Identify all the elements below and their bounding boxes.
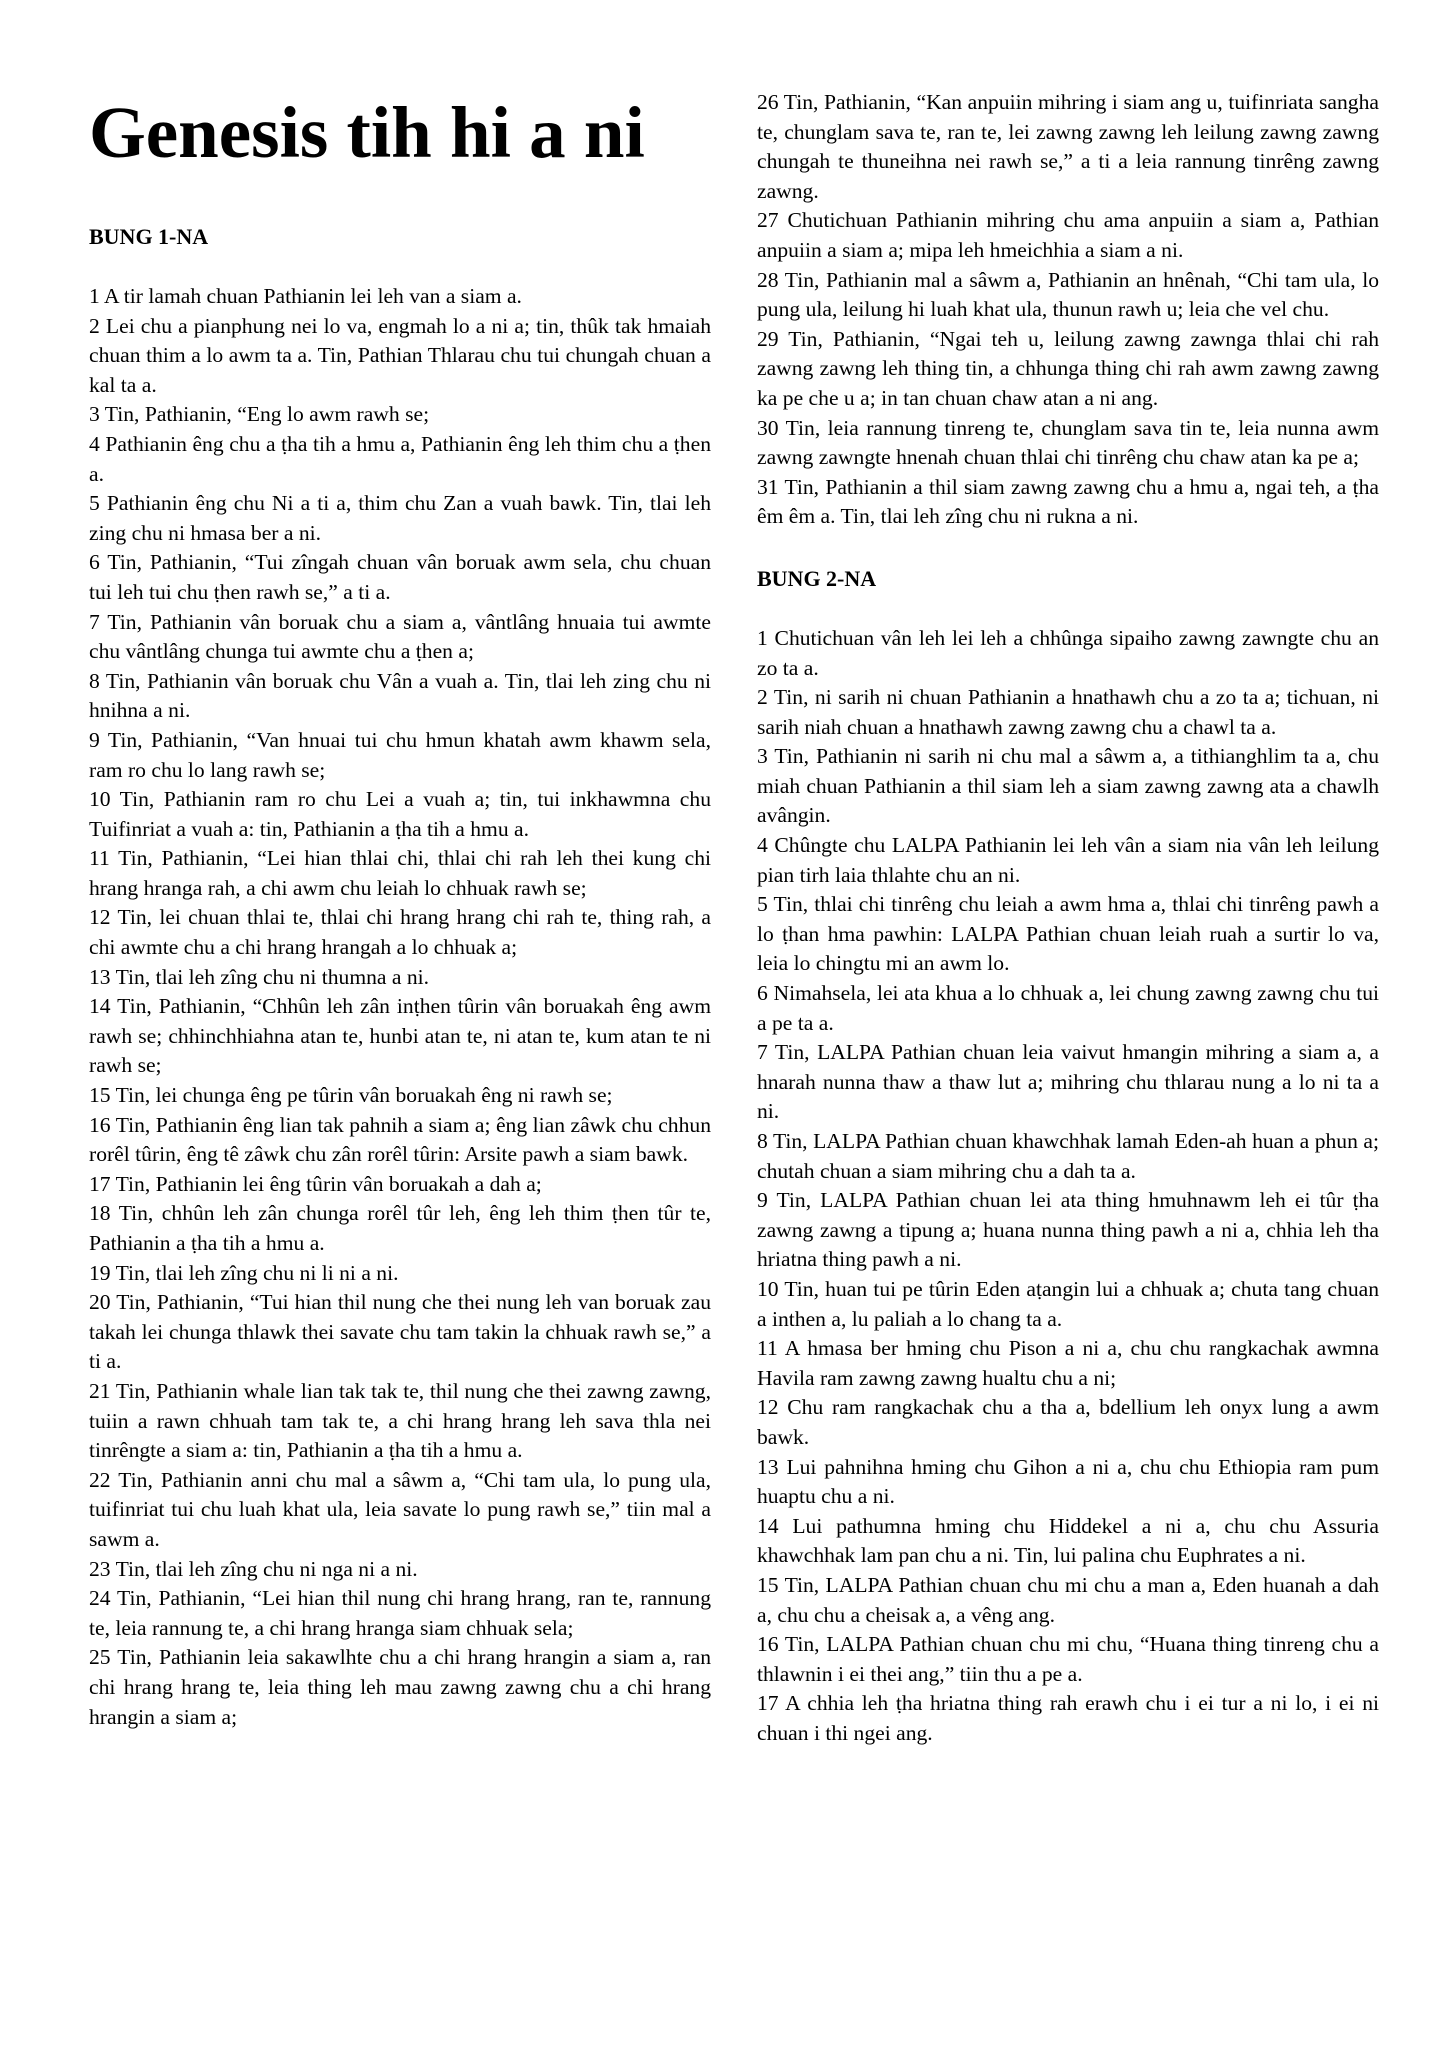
chapter-1-verses-right (757, 88, 1379, 532)
verse: 15 Tin, LALPA Pathian chuan chu mi chu a man a, Eden huanah a dah a, chu chu a cheisak a, a vêng ang. (757, 1572, 1379, 1627)
verse: 17 A chhia leh ṭha hriatna thing rah erawh chu i ei tur a ni lo, i ei ni chuan i thi ngei ang. (757, 1691, 1379, 1745)
verse: 2 Tin, ni sarih ni chuan Pathianin a hnathawh chu a zo ta a; tichuan, ni sarih niah chuan a hnathawh zawng zawng chu a chawl ta a. (757, 685, 1379, 739)
verse: 6 Tin, Pathianin, “Tui zîngah chuan vân boruak awm sela, chu chuan tui leh tui chu ṭhen rawh se,” a ti a. (89, 550, 711, 604)
verse: 22 Tin, Pathianin anni chu mal a sâwm a, “Chi tam ula, lo pung ula, tuifinriat tui chu luah khat ula, leia savate lo pung rawh se,” tiin mal a sawm a. (89, 1467, 711, 1551)
verse: 5 Pathianin êng chu Ni a ti a, thim chu Zan a vuah bawk. Tin, tlai leh zing chu ni hmasa ber a ni. (89, 491, 711, 545)
chapter-heading-1: BUNG 1-NA (89, 224, 209, 249)
verse: 3 Tin, Pathianin ni sarih ni chu mal a sâwm a, a tithianghlim ta a, chu miah chuan Pathianin a thil siam leh a siam zawng zawng ata a chawlh avângin. (757, 744, 1379, 828)
document-title: Genesis tih hi a ni (89, 92, 645, 173)
verse: 4 Chûngte chu LALPA Pathianin lei leh vân a siam nia vân leh leilung pian tirh laia thlahte chu an ni. (757, 833, 1379, 887)
verse: 6 Nimahsela, lei ata khua a lo chhuak a, lei chung zawng zawng chu tui a pe ta a. (757, 981, 1379, 1035)
verse: 4 Pathianin êng chu a ṭha tih a hmu a, Pathianin êng leh thim chu a ṭhen a. (89, 431, 711, 486)
right-column (757, 88, 1379, 1748)
chapter-2-verses (757, 624, 1379, 1749)
verse: 5 Tin, thlai chi tinrêng chu leiah a awm hma a, thlai chi tinrêng pawh a lo ṭhan hma pawhin: LALPA Pathian chuan leiah ruah a surtir lo va, leia lo chingtu mi an awm lo. (757, 892, 1379, 976)
verse: 27 Chutichuan Pathianin mihring chu ama anpuiin a siam a, Pathian anpuiin a siam a; mipa leh hmeichhia a siam a ni. (757, 208, 1379, 262)
verse: 1 A tir lamah chuan Pathianin lei leh van a siam a. (89, 284, 522, 308)
verse: 11 A hmasa ber hming chu Pison a ni a, chu chu rangkachak awmna Havila ram zawng zawng hualtu chu a ni; (757, 1336, 1379, 1390)
verse: 2 Lei chu a pianphung nei lo va, engmah lo a ni a; tin, thûk tak hmaiah chuan thim a lo awm ta a. Tin, Pathian Thlarau chu tui chungah chuan a kal ta a. (89, 313, 711, 397)
verse: 20 Tin, Pathianin, “Tui hian thil nung che thei nung leh van boruak zau takah lei chunga thlawk thei savate chu tam takin la chhuak rawh se,” a ti a. (89, 1290, 711, 1374)
verse: 28 Tin, Pathianin mal a sâwm a, Pathianin an hnênah, “Chi tam ula, lo pung ula, leilung hi luah khat ula, thunun rawh u; leia che vel chu. (757, 267, 1379, 322)
verse: 19 Tin, tlai leh zîng chu ni li ni a ni. (89, 1260, 399, 1285)
verse: 12 Chu ram rangkachak chu a tha a, bdellium leh onyx lung a awm bawk. (757, 1395, 1379, 1449)
verse: 14 Tin, Pathianin, “Chhûn leh zân inṭhen tûrin vân boruakah êng awm rawh se; chhinchhiahna atan te, hunbi atan te, ni atan te, kum atan te ni rawh se; (89, 994, 711, 1078)
verse: 13 Tin, tlai leh zîng chu ni thumna a ni. (89, 964, 430, 989)
verse: 7 Tin, Pathianin vân boruak chu a siam a, vântlâng hnuaia tui awmte chu vântlâng chunga tui awmte chu a ṭhen a; (89, 609, 711, 664)
verse: 10 Tin, huan tui pe tûrin Eden aṭangin lui a chhuak a; chuta tang chuan a inthen a, lu paliah a lo chang ta a. (757, 1276, 1379, 1331)
verse: 15 Tin, lei chunga êng pe tûrin vân boruakah êng ni rawh se; (89, 1083, 613, 1108)
verse: 9 Tin, LALPA Pathian chuan lei ata thing hmuhnawm leh ei tûr ṭha zawng zawng a tipung a; huana nunna thing pawh a ni a, chhia leh tha hriatna thing pawh a ni. (757, 1188, 1379, 1272)
verse: 21 Tin, Pathianin whale lian tak tak te, thil nung che thei zawng zawng, tuiin a rawn chhuah tam tak te, a chi hrang hrang leh sava thla nei tinrêngte a siam a: tin, Pathianin a ṭha tih a hmu a. (89, 1378, 711, 1463)
verse: 11 Tin, Pathianin, “Lei hian thlai chi, thlai chi rah leh thei kung chi hrang hranga rah, a chi awm chu leiah lo chhuak rawh se; (89, 846, 711, 900)
verse: 12 Tin, lei chuan thlai te, thlai chi hrang hrang chi rah te, thing rah, a chi awmte chu a chi hrang hrangah a lo chhuak a; (89, 905, 711, 960)
chapter-heading-2: BUNG 2-NA (757, 565, 877, 591)
verse: 18 Tin, chhûn leh zân chunga rorêl tûr leh, êng leh thim ṭhen tûr te, Pathianin a ṭha tih a hmu a. (89, 1201, 711, 1255)
verse: 30 Tin, leia rannung tinreng te, chunglam sava tin te, leia nunna awm zawng zawngte hnenah chuan thlai chi tinrêng chu chaw atan ka pe a; (757, 415, 1379, 470)
verse: 10 Tin, Pathianin ram ro chu Lei a vuah a; tin, tui inkhawmna chu Tuifinriat a vuah a: tin, Pathianin a ṭha tih a hmu a. (89, 787, 711, 841)
verse: 14 Lui pathumna hming chu Hiddekel a ni a, chu chu Assuria khawchhak lam pan chu a ni. Tin, lui palina chu Euphrates a ni. (757, 1513, 1379, 1568)
verse: 31 Tin, Pathianin a thil siam zawng zawng chu a hmu a, ngai teh, a ṭha êm êm a. Tin, tlai leh zîng chu ni rukna a ni. (757, 474, 1379, 529)
left-column (89, 86, 711, 1732)
verse: 26 Tin, Pathianin, “Kan anpuiin mihring i siam ang u, tuifinriata sangha te, chunglam sava te, ran te, lei zawng zawng leh leilung zawng zawng chungah te thuneihna nei rawh se,” a ti a leia rannung tinrêng zawng zawng. (757, 90, 1379, 203)
verse: 17 Tin, Pathianin lei êng tûrin vân boruakah a dah a; (89, 1171, 542, 1196)
verse: 16 Tin, LALPA Pathian chuan chu mi chu, “Huana thing tinreng chu a thlawnin i ei thei ang,” tiin thu a pe a. (757, 1632, 1379, 1686)
verse: 9 Tin, Pathianin, “Van hnuai tui chu hmun khatah awm khawm sela, ram ro chu lo lang rawh se; (89, 727, 711, 782)
verse: 23 Tin, tlai leh zîng chu ni nga ni a ni. (89, 1556, 418, 1581)
verse: 13 Lui pahnihna hming chu Gihon a ni a, chu chu Ethiopia ram pum huaptu chu a ni. (757, 1454, 1379, 1509)
verse: 29 Tin, Pathianin, “Ngai teh u, leilung zawng zawnga thlai chi rah zawng zawng leh thing tin, a chhunga thing chi rah awm zawng zawng ka pe che u a; in tan chuan chaw atan a ni ang. (757, 326, 1379, 410)
verse: 16 Tin, Pathianin êng lian tak pahnih a siam a; êng lian zâwk chu chhun rorêl tûrin, êng tê zâwk chu zân rorêl tûrin: Arsite pawh a siam bawk. (89, 1112, 711, 1167)
verse: 24 Tin, Pathianin, “Lei hian thil nung chi hrang hrang, ran te, rannung te, leia rannung te, a chi hrang hranga siam chhuak sela; (89, 1586, 711, 1640)
verse: 8 Tin, Pathianin vân boruak chu Vân a vuah a. Tin, tlai leh zing chu ni hnihna a ni. (89, 668, 711, 723)
verse: 25 Tin, Pathianin leia sakawlhte chu a chi hrang hrangin a siam a, ran chi hrang hrang te, leia thing leh mau zawng zawng chu a chi hrang hrangin a siam a; (89, 1645, 711, 1729)
chapter-1-verses-left (89, 282, 711, 1732)
verse: 1 Chutichuan vân leh lei leh a chhûnga sipaiho zawng zawngte chu an zo ta a. (757, 625, 1379, 680)
verse: 7 Tin, LALPA Pathian chuan leia vaivut hmangin mihring a siam a, a hnarah nunna thaw a thaw lut a; mihring chu thlarau nung a lo ni ta a ni. (757, 1040, 1379, 1124)
verse: 3 Tin, Pathianin, “Eng lo awm rawh se; (89, 402, 430, 427)
verse: 8 Tin, LALPA Pathian chuan khawchhak lamah Eden-ah huan a phun a; chutah chuan a siam mihring chu a dah ta a. (757, 1129, 1379, 1183)
